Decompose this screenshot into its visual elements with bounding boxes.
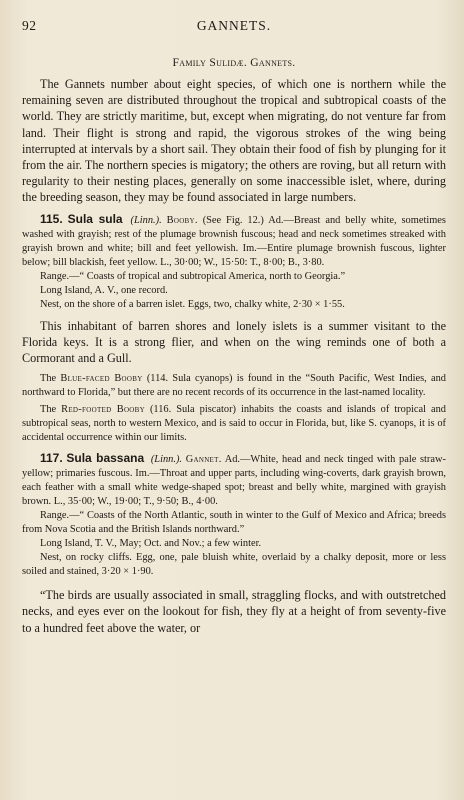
species-115-nest: Nest, on the shore of a barren islet. Eggs, two, chalky white, 2·30 × 1·55. bbox=[40, 298, 345, 310]
red-footed-booby-note bbox=[22, 403, 446, 445]
species-115-name: Sula sula bbox=[67, 211, 123, 226]
note-lead: The bbox=[40, 373, 57, 385]
closing-quote-paragraph: “The birds are usually associated in small, straggling flocks, and with outstretched necks, and eyes ever on the lookout for fish, they fly at a height of from seventy-five to a hundred feet above the water, or bbox=[22, 588, 446, 635]
species-117-description bbox=[22, 451, 446, 509]
species-115-description bbox=[22, 212, 446, 270]
red-footed-booby-text: (116. Sula piscator) inhabits the coasts and islands of tropical and subtropical seas, north to western Mexico, and is said to occur in Florida, but, like S. cyanops, it is of accidental occurrence within our limits. bbox=[22, 404, 446, 444]
blue-faced-booby-note bbox=[22, 372, 446, 400]
species-117-name: Sula bassana bbox=[66, 451, 145, 466]
running-head: GANNETS. bbox=[196, 18, 272, 33]
species-117-local-record: Long Island, T. V., May; Oct. and Nov.; a few winter. bbox=[40, 538, 262, 550]
species-117-text: Ad.—White, head and neck tinged with pale straw-yellow; primaries fuscous. Im.—Throat and upper parts, including wing-coverts, dark grayish brown, each feather with a small white wedge-shaped spot; breast and belly white, margined with grayish brown. L., 35·00; W., 19·00; T., 9·50; B., 4·00. bbox=[22, 454, 446, 508]
species-117-range: Range.—“ Coasts of the North Atlantic, south in winter to the Gulf of Mexico and Africa; breeds from Nova Scotia and the British Islands northward.” bbox=[22, 510, 446, 536]
species-115-authority: (Linn.). bbox=[130, 214, 162, 226]
species-117-number: 117. bbox=[40, 451, 63, 466]
species-115-range: Range.—“ Coasts of tropical and subtropical America, north to Georgia.” bbox=[40, 270, 346, 282]
family-heading: Family Sulidæ. Gannets. bbox=[172, 56, 296, 69]
note-lead: The bbox=[40, 404, 57, 416]
species-115-text: (See Fig. 12.) Ad.—Breast and belly white, sometimes washed with grayish; rest of the plumage brownish fuscous; head and neck sometimes streaked with grayish brown and white; bill and feet yellowish. Im.—Entire plumage brownish fuscous, lighter below; bill blackish, feet yellow. L., 30·00; W., 15·50: T., 8·00; B., 3·80. bbox=[22, 214, 446, 268]
blue-faced-booby-name: Blue-faced Booby bbox=[60, 373, 143, 385]
species-117-entry bbox=[22, 451, 446, 579]
species-115-local-record: Long Island, A. V., one record. bbox=[40, 284, 168, 296]
species-117-common-name: Gannet. bbox=[185, 454, 222, 466]
species-115-entry bbox=[22, 212, 446, 312]
species-115-common-name: Booby. bbox=[166, 214, 198, 226]
page-header bbox=[22, 18, 446, 40]
blue-faced-booby-text: (114. Sula cyanops) is found in the “South Pacific, West Indies, and northward to Florida,” but there are no recent records of its occurrence in the last-named locality. bbox=[22, 373, 446, 399]
species-115-number: 115. bbox=[40, 211, 63, 226]
red-footed-booby-name: Red-footed Booby bbox=[61, 404, 145, 416]
page-number: 92 bbox=[22, 18, 37, 33]
species-117-authority: (Linn.). bbox=[150, 454, 183, 466]
species-117-nest: Nest, on rocky cliffs. Egg, one, pale bluish white, overlaid by a chalky deposit, more or less soiled and stained, 3·20 × 1·90. bbox=[22, 552, 446, 578]
booby-paragraph: This inhabitant of barren shores and lonely islets is a summer visitant to the Florida keys. It is a strong flier, and when on the wing reminds one of both a Cormorant and a Gull. bbox=[22, 318, 446, 366]
intro-paragraph: The Gannets number about eight species, of which one is northern while the remaining seven are distributed throughout the tropical and subtropical coasts of the world. They are strictly maritime, but, except when migrating, do not venture far from land. Their flight is strong and rapid, the vigorous strokes of the wing being interrupted at intervals by a short sail. They obtain their food of fish by plunging for it from the air. The northern species is migatory; the others are roving, but all return with regularity to their nesting places, generally on some inaccessible islet, where, during the breeding season, they may be found associated in large numbers. bbox=[22, 77, 446, 205]
